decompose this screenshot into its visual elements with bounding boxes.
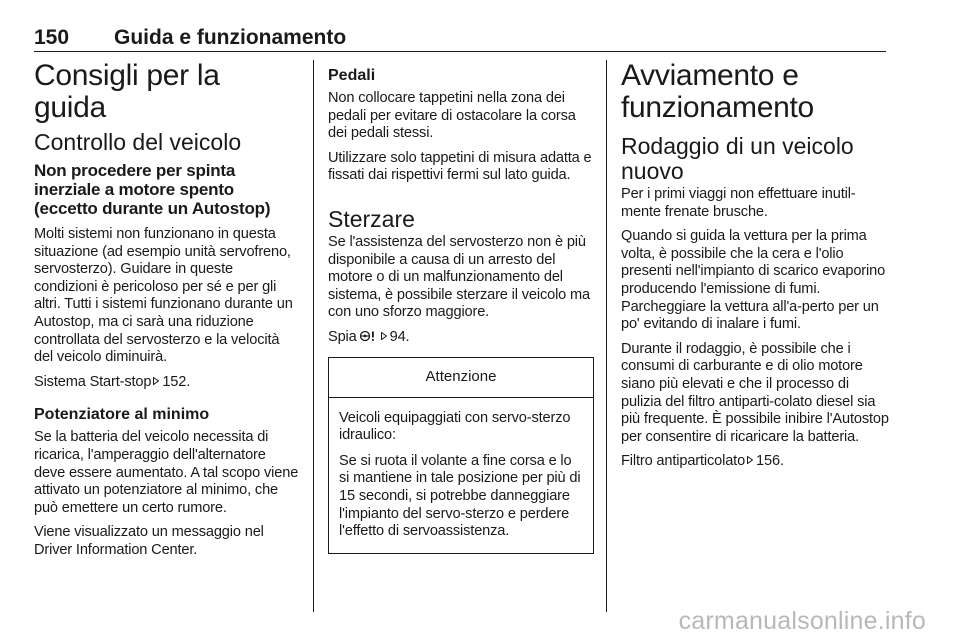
body-paragraph: Se la batteria del veicolo necessita di ricarica, l'amperaggio dell'alternatore deve essere aumentato. A tal scopo viene attivato un potenziatore al minimo, che può emettere un certo rumore. <box>34 429 299 516</box>
cross-reference-page: 94. <box>389 328 410 345</box>
warning-paragraph: Veicoli equipaggiati con servo-sterzo idraulico: <box>339 409 571 444</box>
warning-body <box>329 398 593 553</box>
cross-reference[interactable] <box>34 374 299 392</box>
warning-paragraph: Se si ruota il volante a fine corsa e lo si mantiene in tale posizione per più di 15 secondi, si potrebbe danneggiare l'impianto del servo-sterzo e perdere l'effetto di servoassistenza. <box>339 452 581 540</box>
page-header <box>34 26 886 52</box>
section-heading: Rodaggio di un veicolo nuovo <box>621 133 854 184</box>
cross-reference-page: 152. <box>162 373 191 390</box>
warning-box <box>328 357 594 554</box>
cross-reference-text: Filtro antiparticolato <box>621 453 746 470</box>
cross-reference[interactable] <box>328 329 594 347</box>
triangle-arrow-icon <box>747 456 753 464</box>
body-paragraph: Durante il rodaggio, è possibile che i consumi di carburante e di olio motore siano più elevati e che il processo di pulizia del filtro antiparti-colato diesel sia più frequente. È possibile inibire l'Autostop per consentire di ricaricare la batteria. <box>621 340 889 445</box>
subsection-heading: Non procedere per spinta inerziale a motore spento (eccetto durante un Autostop) <box>34 161 271 218</box>
column-divider <box>313 60 314 612</box>
chapter-title: Guida e funzionamento <box>114 26 347 49</box>
body-paragraph: Viene visualizzato un messaggio nel Driver Information Center. <box>34 524 264 558</box>
subsection-heading: Potenziatore al minimo <box>34 406 210 424</box>
page-number: 150 <box>34 26 70 49</box>
subsection-heading: Pedali <box>328 67 376 84</box>
body-paragraph: Se l'assistenza del servosterzo non è più disponibile a causa di un arresto del motore o di un malfunzionamento del sistema, è possibile sterzare il veicolo ma con uno sforzo maggiore. <box>328 233 591 321</box>
cross-reference[interactable] <box>621 453 889 471</box>
chapter-heading: Consigli per la guida <box>34 59 220 124</box>
triangle-arrow-icon <box>381 332 387 340</box>
warning-title: Attenzione <box>329 358 593 398</box>
body-paragraph: Non collocare tappetini nella zona dei pedali per evitare di ostacolare la corsa dei pedali stessi. <box>328 90 576 142</box>
cross-reference-text: Spia <box>328 328 357 345</box>
watermark: carmanualsonline.info <box>678 607 926 635</box>
column-middle <box>328 60 594 554</box>
column-left <box>34 60 299 567</box>
body-paragraph: Molti sistemi non funzionano in questa situazione (ad esempio unità servofreno, servosterzo). Guidare in queste condizioni è pericoloso per sé e per gli altri. Tutti i sistemi funzionano durante un Autostop, ma ci sarà una riduzione controllata del servosterzo e la velocità del veicolo diminuirà. <box>34 226 293 366</box>
section-heading: Sterzare <box>328 205 415 232</box>
header-rule <box>34 51 886 52</box>
body-paragraph: Utilizzare solo tappetini di misura adatta e fissati dai rispettivi fermi sul lato guida. <box>328 149 592 184</box>
section-heading: Controllo del veicolo <box>34 129 242 155</box>
column-right <box>621 60 889 478</box>
steering-wheel-warning-icon <box>359 330 377 342</box>
column-divider <box>606 60 607 612</box>
cross-reference-page: 156. <box>756 453 784 470</box>
triangle-arrow-icon <box>153 377 159 385</box>
body-paragraph: Quando si guida la vettura per la prima volta, è possibile che la cera e l'olio presenti nell'impianto di scarico evaporino producendo l'emissione di fumi. Parcheggiare la vettura all'a-perto per un po' evitando di inalare i fumi. <box>621 228 886 333</box>
body-paragraph: Per i primi viaggi non effettuare inutil-mente frenate brusche. <box>621 186 856 220</box>
chapter-heading: Avviamento e funzionamento <box>621 59 814 124</box>
cross-reference-text: Sistema Start-stop <box>34 373 152 390</box>
